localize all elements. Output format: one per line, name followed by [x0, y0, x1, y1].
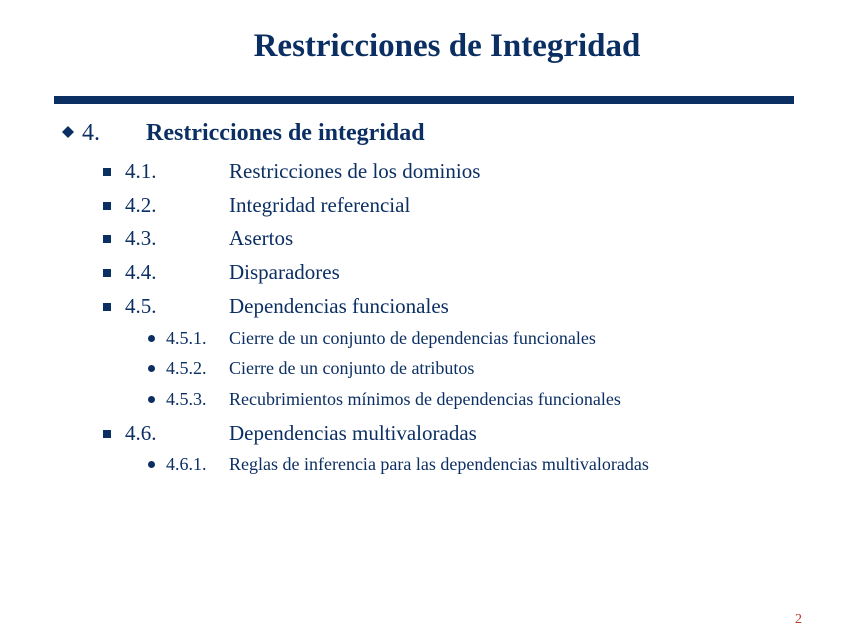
subitem-number: 4.5.2. [166, 358, 207, 378]
slide-title: Restricciones de Integridad [253, 28, 641, 64]
title-divider [54, 96, 794, 104]
subitem-label: Reglas de inferencia para las dependencias multivaloradas [229, 454, 649, 474]
item-number: 4.5. [125, 294, 157, 318]
item-number: 4.1. [125, 159, 157, 183]
item-label: Asertos [229, 226, 294, 250]
item-label: Dependencias multivaloradas [229, 421, 477, 445]
round-bullet-icon [148, 461, 155, 468]
round-bullet-icon [148, 335, 155, 342]
square-bullet-icon [103, 303, 111, 311]
subitem-number: 4.5.1. [166, 328, 207, 348]
round-bullet-icon [148, 365, 155, 372]
subitem-number: 4.6.1. [166, 454, 207, 474]
subitem-number: 4.5.3. [166, 389, 207, 409]
item-number: 4.4. [125, 260, 157, 284]
square-bullet-icon [103, 202, 111, 210]
item-number: 4.6. [125, 421, 157, 445]
square-bullet-icon [103, 235, 111, 243]
subitem-label: Cierre de un conjunto de dependencias funcionales [229, 328, 596, 348]
diamond-icon [62, 126, 74, 138]
section-number: 4. [82, 120, 100, 146]
square-bullet-icon [103, 168, 111, 176]
round-bullet-icon [148, 396, 155, 403]
subitem-label: Recubrimientos mínimos de dependencias funcionales [229, 389, 621, 409]
item-label: Dependencias funcionales [229, 294, 449, 318]
item-number: 4.3. [125, 226, 157, 250]
section-heading: Restricciones de integridad [146, 120, 425, 146]
item-label: Disparadores [229, 260, 340, 284]
square-bullet-icon [103, 430, 111, 438]
square-bullet-icon [103, 269, 111, 277]
item-label: Integridad referencial [229, 193, 411, 217]
item-number: 4.2. [125, 193, 157, 217]
item-label: Restricciones de los dominios [229, 159, 481, 183]
page-number: 2 [795, 612, 802, 627]
subitem-label: Cierre de un conjunto de atributos [229, 358, 475, 378]
